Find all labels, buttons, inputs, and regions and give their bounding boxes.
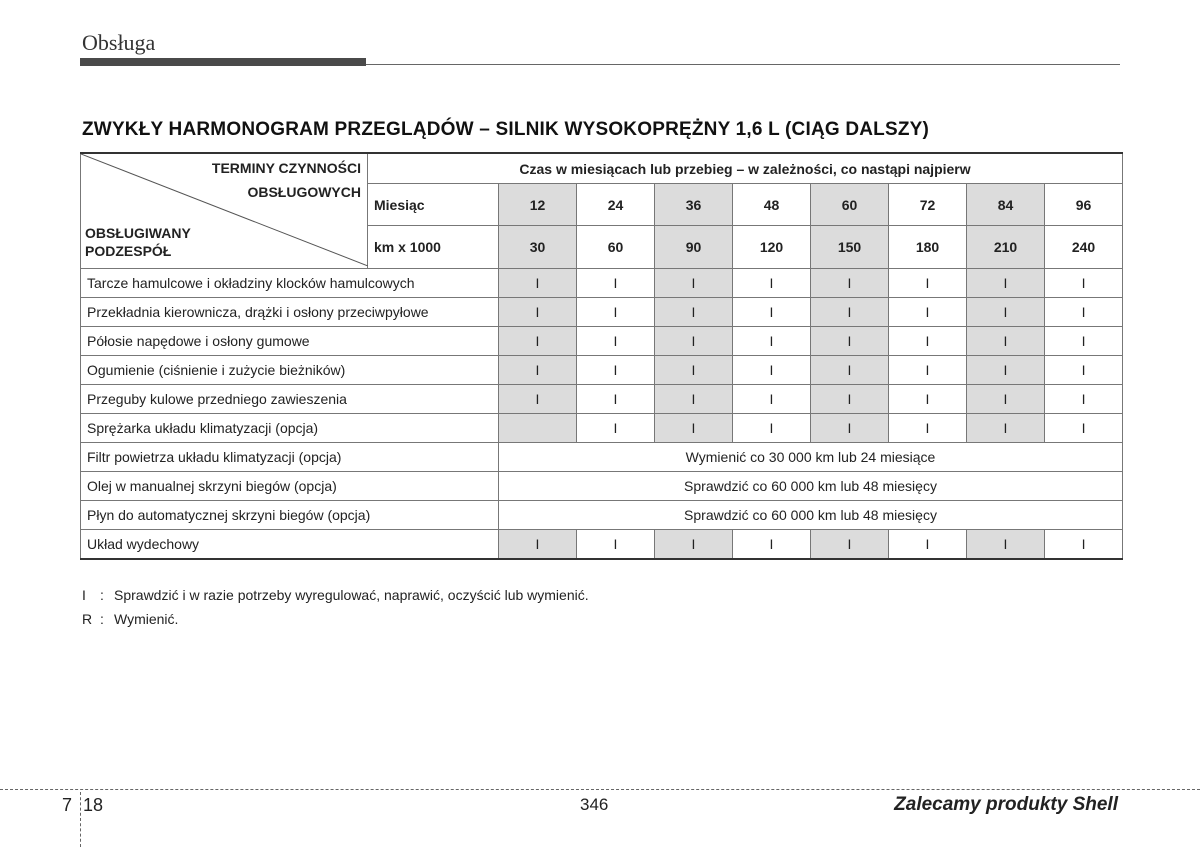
schedule-cell: I xyxy=(655,298,733,327)
component-name: Przeguby kulowe przedniego zawieszenia xyxy=(81,385,499,414)
table-row xyxy=(81,530,1123,560)
legend xyxy=(82,583,589,631)
legend-text: Sprawdzić i w razie potrzeby wyregulować, naprawić, oczyścić lub wymienić. xyxy=(114,587,589,603)
corner-bottom-line2: PODZESPÓŁ xyxy=(85,243,172,259)
km-cell: 90 xyxy=(655,226,733,269)
schedule-cell: I xyxy=(733,530,811,560)
schedule-cell: I xyxy=(889,269,967,298)
schedule-cell: I xyxy=(811,327,889,356)
schedule-cell: I xyxy=(733,414,811,443)
page-number xyxy=(62,795,103,816)
interval-note: Sprawdzić co 60 000 km lub 48 miesięcy xyxy=(499,472,1123,501)
legend-item xyxy=(82,607,589,631)
table-row xyxy=(81,385,1123,414)
table-row xyxy=(81,501,1123,530)
km-cell: 210 xyxy=(967,226,1045,269)
schedule-cell xyxy=(499,414,577,443)
schedule-cell: I xyxy=(1045,530,1123,560)
table-row xyxy=(81,327,1123,356)
section-header-title: Obsługa xyxy=(82,30,156,55)
schedule-cell: I xyxy=(967,327,1045,356)
schedule-cell: I xyxy=(967,269,1045,298)
km-cell: 180 xyxy=(889,226,967,269)
brand-footer: Zalecamy produkty Shell xyxy=(894,794,1118,815)
month-cell: 24 xyxy=(577,184,655,226)
component-name: Przekładnia kierownicza, drążki i osłony przeciwpyłowe xyxy=(81,298,499,327)
component-name: Półosie napędowe i osłony gumowe xyxy=(81,327,499,356)
schedule-cell: I xyxy=(499,269,577,298)
component-name: Układ wydechowy xyxy=(81,530,499,560)
legend-item xyxy=(82,583,589,607)
table-row xyxy=(81,298,1123,327)
schedule-cell: I xyxy=(811,269,889,298)
document-page-number: 346 xyxy=(580,795,609,814)
schedule-cell: I xyxy=(577,269,655,298)
schedule-cell: I xyxy=(577,530,655,560)
schedule-cell: I xyxy=(499,530,577,560)
schedule-cell: I xyxy=(1045,414,1123,443)
km-cell: 60 xyxy=(577,226,655,269)
km-cell: 30 xyxy=(499,226,577,269)
page-section: 7 xyxy=(62,795,73,815)
schedule-cell: I xyxy=(811,530,889,560)
schedule-body xyxy=(81,269,1123,560)
table-row xyxy=(81,443,1123,472)
interval-note: Sprawdzić co 60 000 km lub 48 miesięcy xyxy=(499,501,1123,530)
schedule-cell: I xyxy=(889,414,967,443)
schedule-cell: I xyxy=(733,356,811,385)
schedule-cell: I xyxy=(499,385,577,414)
table-row xyxy=(81,472,1123,501)
schedule-cell: I xyxy=(733,269,811,298)
component-name: Filtr powietrza układu klimatyzacji (opcja) xyxy=(81,443,499,472)
schedule-cell: I xyxy=(1045,356,1123,385)
schedule-cell: I xyxy=(811,298,889,327)
schedule-cell: I xyxy=(1045,298,1123,327)
page-title: ZWYKŁY HARMONOGRAM PRZEGLĄDÓW – SILNIK WYSOKOPRĘŻNY 1,6 L (CIĄG DALSZY) xyxy=(82,119,930,140)
component-name: Sprężarka układu klimatyzacji (opcja) xyxy=(81,414,499,443)
legend-separator: : xyxy=(100,611,104,627)
schedule-cell: I xyxy=(1045,385,1123,414)
km-cell: 120 xyxy=(733,226,811,269)
table-row xyxy=(81,356,1123,385)
footer-rule xyxy=(0,789,1200,790)
schedule-cell: I xyxy=(967,414,1045,443)
schedule-cell: I xyxy=(889,327,967,356)
interval-header: Czas w miesiącach lub przebieg – w zależności, co nastąpi najpierw xyxy=(368,153,1123,184)
schedule-cell: I xyxy=(733,327,811,356)
table-corner-header xyxy=(81,153,368,269)
schedule-cell: I xyxy=(577,414,655,443)
schedule-cell: I xyxy=(889,385,967,414)
interval-note: Wymienić co 30 000 km lub 24 miesiące xyxy=(499,443,1123,472)
km-cell: 150 xyxy=(811,226,889,269)
table-row xyxy=(81,414,1123,443)
schedule-cell: I xyxy=(655,269,733,298)
schedule-cell: I xyxy=(889,356,967,385)
schedule-cell: I xyxy=(967,530,1045,560)
schedule-cell: I xyxy=(655,356,733,385)
corner-bottom-label xyxy=(85,224,191,260)
corner-bottom-line1: OBSŁUGIWANY xyxy=(85,225,191,241)
schedule-cell: I xyxy=(811,356,889,385)
schedule-cell: I xyxy=(655,327,733,356)
component-name: Tarcze hamulcowe i okładziny klocków hamulcowych xyxy=(81,269,499,298)
schedule-cell: I xyxy=(811,385,889,414)
schedule-cell: I xyxy=(889,530,967,560)
schedule-cell: I xyxy=(1045,327,1123,356)
schedule-cell: I xyxy=(499,356,577,385)
schedule-cell: I xyxy=(577,298,655,327)
month-cell: 36 xyxy=(655,184,733,226)
month-label: Miesiąc xyxy=(368,184,499,226)
month-cell: 72 xyxy=(889,184,967,226)
month-cell: 48 xyxy=(733,184,811,226)
km-cell: 240 xyxy=(1045,226,1123,269)
schedule-cell: I xyxy=(967,356,1045,385)
schedule-cell: I xyxy=(889,298,967,327)
schedule-cell: I xyxy=(655,530,733,560)
maintenance-schedule-table xyxy=(80,152,1123,560)
month-cell: 12 xyxy=(499,184,577,226)
schedule-cell: I xyxy=(499,298,577,327)
month-cell: 84 xyxy=(967,184,1045,226)
legend-separator: : xyxy=(100,587,104,603)
corner-top-line2: OBSŁUGOWYCH xyxy=(247,184,361,200)
schedule-cell: I xyxy=(1045,269,1123,298)
legend-text: Wymienić. xyxy=(114,611,179,627)
legend-key: R xyxy=(82,611,93,627)
schedule-cell: I xyxy=(967,385,1045,414)
month-cell: 96 xyxy=(1045,184,1123,226)
header-bar xyxy=(80,58,366,66)
schedule-cell: I xyxy=(967,298,1045,327)
schedule-cell: I xyxy=(577,385,655,414)
component-name: Ogumienie (ciśnienie i zużycie bieżników) xyxy=(81,356,499,385)
km-label: km x 1000 xyxy=(368,226,499,269)
month-cell: 60 xyxy=(811,184,889,226)
table-row xyxy=(81,269,1123,298)
schedule-cell: I xyxy=(733,385,811,414)
schedule-cell: I xyxy=(733,298,811,327)
page-num: 18 xyxy=(83,795,104,815)
schedule-cell: I xyxy=(811,414,889,443)
header-rule xyxy=(366,64,1120,65)
legend-key: I xyxy=(82,587,86,603)
component-name: Olej w manualnej skrzyni biegów (opcja) xyxy=(81,472,499,501)
schedule-cell: I xyxy=(577,356,655,385)
component-name: Płyn do automatycznej skrzyni biegów (opcja) xyxy=(81,501,499,530)
schedule-cell: I xyxy=(499,327,577,356)
schedule-cell: I xyxy=(577,327,655,356)
schedule-cell: I xyxy=(655,414,733,443)
schedule-cell: I xyxy=(655,385,733,414)
corner-top-line1: TERMINY CZYNNOŚCI xyxy=(211,160,361,176)
